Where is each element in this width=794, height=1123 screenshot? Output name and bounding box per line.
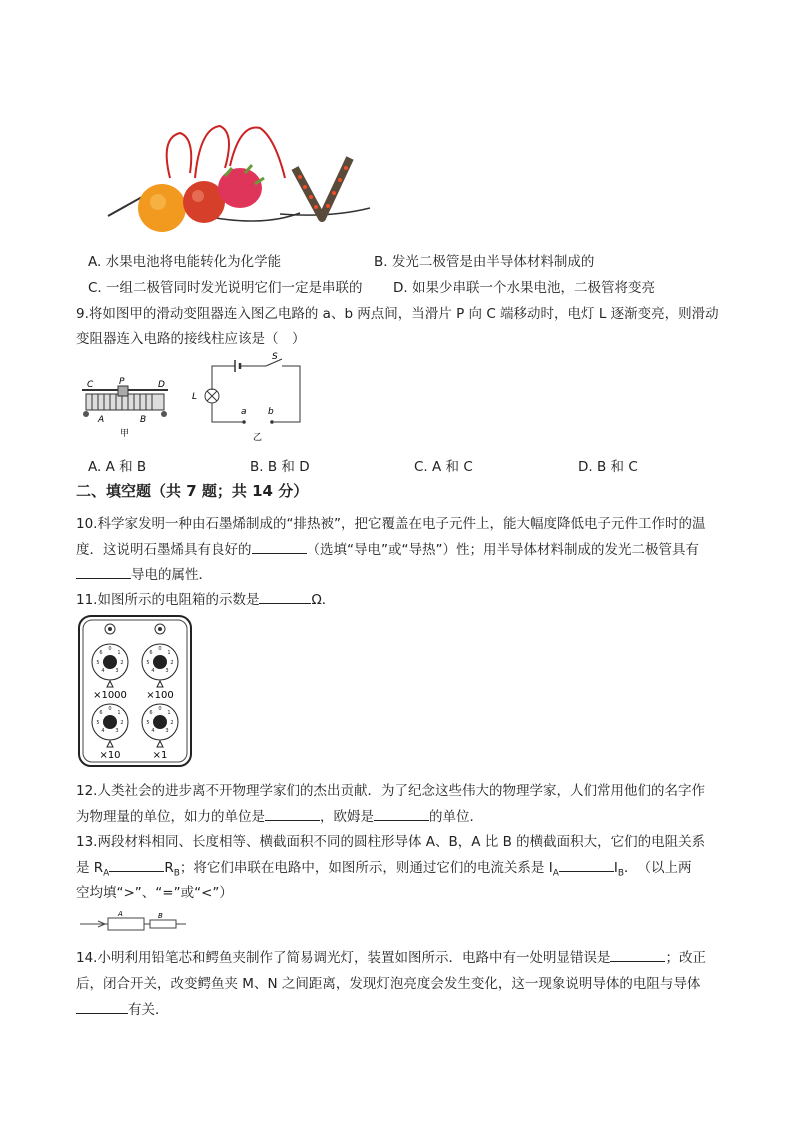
dial-label-1000: ×1000	[93, 690, 127, 701]
svg-text:3: 3	[165, 728, 169, 734]
svg-text:2: 2	[170, 720, 174, 726]
q8-option-a: A. 水果电池将电能转化为化学能	[88, 254, 282, 270]
jia-label-b: B	[140, 415, 147, 425]
svg-text:6: 6	[149, 650, 153, 656]
q11-stem: 11.如图所示的电阻箱的示数是 Ω．	[76, 588, 335, 608]
rheostat-figure-jia	[78, 376, 173, 440]
q10-blank-1[interactable]	[252, 539, 307, 554]
conductors-figure	[78, 908, 188, 936]
q9-option-c: C. A 和 C	[414, 459, 473, 475]
circuit-figure-yi	[190, 352, 305, 444]
svg-text:0: 0	[158, 646, 162, 652]
q9-option-a: A. A 和 B	[88, 459, 147, 475]
q12-blank-2[interactable]	[374, 806, 429, 821]
jia-label-c: C	[87, 380, 94, 390]
svg-text:4: 4	[101, 728, 105, 734]
yi-label-b: b	[268, 407, 274, 417]
q8-option-d: D. 如果少串联一个水果电池，二极管将变亮	[393, 280, 655, 296]
q10-stem-line3: 导电的属性．	[76, 563, 212, 583]
svg-text:5: 5	[96, 660, 100, 666]
q11-blank[interactable]	[259, 589, 311, 604]
q14-stem-line1: 14.小明利用铅笔芯和鳄鱼夹制作了简易调光灯，装置如图所示．电路中有一处明显错误是 ；改正	[76, 946, 706, 966]
yi-caption: 乙	[253, 433, 263, 443]
svg-text:3: 3	[115, 728, 119, 734]
q10-stem-line1: 10.科学家发明一种由石墨烯制成的“排热被”，把它覆盖在电子元件上，能大幅度降低电子元件工作时的温	[76, 516, 706, 532]
svg-text:0: 0	[158, 706, 162, 712]
q12-blank-1[interactable]	[265, 806, 320, 821]
svg-text:2: 2	[170, 660, 174, 666]
q13-stem-line3: 空均填“>”、“=”或“<”）	[76, 885, 233, 901]
svg-text:1: 1	[117, 650, 121, 656]
q13-blank-2[interactable]	[559, 857, 614, 872]
q13-blank-1[interactable]	[109, 857, 164, 872]
q13-stem-line1: 13.两段材料相同、长度相等、横截面积不同的圆柱形导体 A、B，A 比 B 的横截面积大，它们的电阻关系	[76, 834, 706, 850]
svg-text:1: 1	[167, 710, 171, 716]
dial-label-1: ×1	[152, 750, 168, 761]
svg-text:0: 0	[108, 706, 112, 712]
conductor-label-a: A	[118, 910, 123, 918]
jia-caption: 甲	[120, 429, 130, 439]
yi-label-s: S	[272, 352, 278, 362]
q9-option-d: D. B 和 C	[578, 459, 638, 475]
q14-stem-line3: 有关．	[76, 998, 169, 1018]
section-title-fill-in: 二、填空题（共 7 题；共 14 分）	[76, 482, 309, 500]
yi-label-a: a	[241, 407, 247, 417]
conductor-label-b: B	[158, 912, 163, 920]
jia-label-p: P	[119, 377, 125, 387]
svg-text:5: 5	[146, 660, 150, 666]
q10-blank-2[interactable]	[76, 564, 131, 579]
jia-label-d: D	[158, 380, 165, 390]
q13-stem-line2: 是 $R_A$ $R_B$；将它们串联在电路中，如图所示，则通过它们的电流关系是 $I_A$ $I_B$． （以上两	[76, 856, 692, 879]
q10-stem-line2: 度．这说明石墨烯具有良好的 （选填“导电”或“导热”）性；用半导体材料制成的发光二极管具有	[76, 538, 699, 558]
svg-text:4: 4	[151, 728, 155, 734]
svg-text:1: 1	[117, 710, 121, 716]
svg-text:4: 4	[101, 668, 105, 674]
svg-text:5: 5	[96, 720, 100, 726]
svg-text:1: 1	[167, 650, 171, 656]
svg-text:3: 3	[165, 668, 169, 674]
yi-label-l: L	[192, 392, 198, 402]
svg-text:6: 6	[99, 650, 103, 656]
q8-option-b: B. 发光二极管是由半导体材料制成的	[374, 254, 595, 270]
svg-text:3: 3	[115, 668, 119, 674]
svg-text:6: 6	[99, 710, 103, 716]
q9-option-b: B. B 和 D	[250, 459, 310, 475]
fruit-battery-figure	[100, 118, 380, 233]
q9-stem-line2: 变阻器连入电路的接线柱应该是（ ）	[76, 331, 306, 347]
svg-text:2: 2	[120, 720, 124, 726]
svg-text:5: 5	[146, 720, 150, 726]
jia-label-a: A	[98, 415, 105, 425]
q9-stem-line1: 9.将如图甲的滑动变阻器连入图乙电路的 a、b 两点间，当滑片 P 向 C 端移动时，电灯 L 逐渐变亮，则滑动	[76, 306, 719, 322]
q14-stem-line2: 后，闭合开关，改变鳄鱼夹 M、N 之间距离，发现灯泡亮度会发生变化，这一现象说明导体的电阻与导体	[76, 976, 701, 992]
svg-text:0: 0	[108, 646, 112, 652]
svg-text:2: 2	[120, 660, 124, 666]
q12-stem-line1: 12.人类社会的进步离不开物理学家们的杰出贡献．为了纪念这些伟大的物理学家，人们常用他们的名字作	[76, 783, 705, 799]
q12-stem-line2: 为物理量的单位，如力的单位是 ，欧姆是 的单位．	[76, 805, 483, 825]
svg-text:6: 6	[149, 710, 153, 716]
q8-option-c: C. 一组二极管同时发光说明它们一定是串联的	[88, 280, 363, 296]
svg-text:4: 4	[151, 668, 155, 674]
q14-blank-1[interactable]	[610, 947, 665, 962]
resistance-box-figure	[77, 614, 193, 768]
dial-label-100: ×100	[146, 690, 174, 701]
q14-blank-2[interactable]	[76, 999, 128, 1014]
dial-label-10: ×10	[99, 750, 121, 761]
